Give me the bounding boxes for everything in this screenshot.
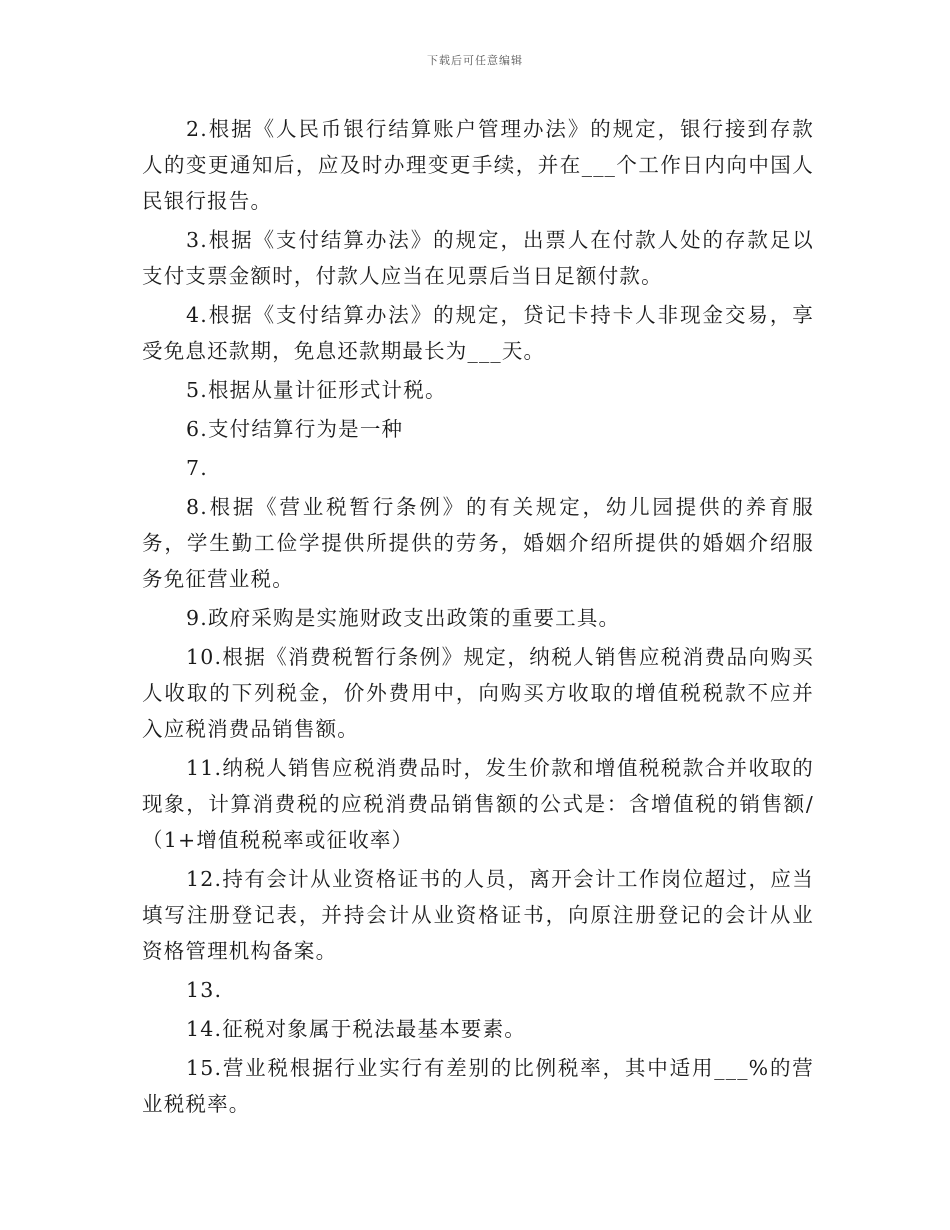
paragraph-12: 12.持有会计从业资格证书的人员，离开会计工作岗位超过，应当填写注册登记表，并持会计从业资格证书，向原注册登记的会计从业资格管理机构备案。 <box>142 867 814 963</box>
paragraph-13: 13. <box>186 978 223 1002</box>
paragraph-3: 3.根据《支付结算办法》的规定，出票人在付款人处的存款足以支付支票金额时，付款人应当在见票后当日足额付款。 <box>142 228 814 288</box>
paragraph-10: 10.根据《消费税暂行条例》规定，纳税人销售应税消费品向购买人收取的下列税金，价外费用中，向购买方收取的增值税税款不应并入应税消费品销售额。 <box>142 645 814 741</box>
paragraph-5: 5.根据从量计征形式计税。 <box>186 378 447 402</box>
paragraph-6: 6.支付结算行为是一种 <box>186 417 404 441</box>
paragraph-15: 15.营业税根据行业实行有差别的比例税率，其中适用___%的营业税税率。 <box>142 1056 814 1116</box>
paragraph-4: 4.根据《支付结算办法》的规定，贷记卡持卡人非现金交易，享受免息还款期，免息还款期最长为___天。 <box>142 303 814 363</box>
paragraph-11: 11.纳税人销售应税消费品时，发生价款和增值税税款合并收取的现象，计算消费税的应税消费品销售额的公式是：含增值税的销售额/（1+增值税税率或征收率） <box>142 756 814 852</box>
paragraph-9: 9.政府采购是实施财政支出政策的重要工具。 <box>186 606 621 630</box>
paragraph-2: 2.根据《人民币银行结算账户管理办法》的规定，银行接到存款人的变更通知后，应及时办理变更手续，并在___个工作日内向中国人民银行报告。 <box>142 117 814 213</box>
paragraph-8: 8.根据《营业税暂行条例》的有关规定，幼儿园提供的养育服务，学生勤工俭学提供所提供的劳务，婚姻介绍所提供的婚姻介绍服务免征营业税。 <box>142 495 814 591</box>
document-body <box>142 111 814 1125</box>
paragraph-7: 7. <box>186 456 208 480</box>
paragraph-14: 14.征税对象属于税法最基本要素。 <box>186 1017 527 1041</box>
page-header: 下载后可任意编辑 <box>427 54 523 67</box>
